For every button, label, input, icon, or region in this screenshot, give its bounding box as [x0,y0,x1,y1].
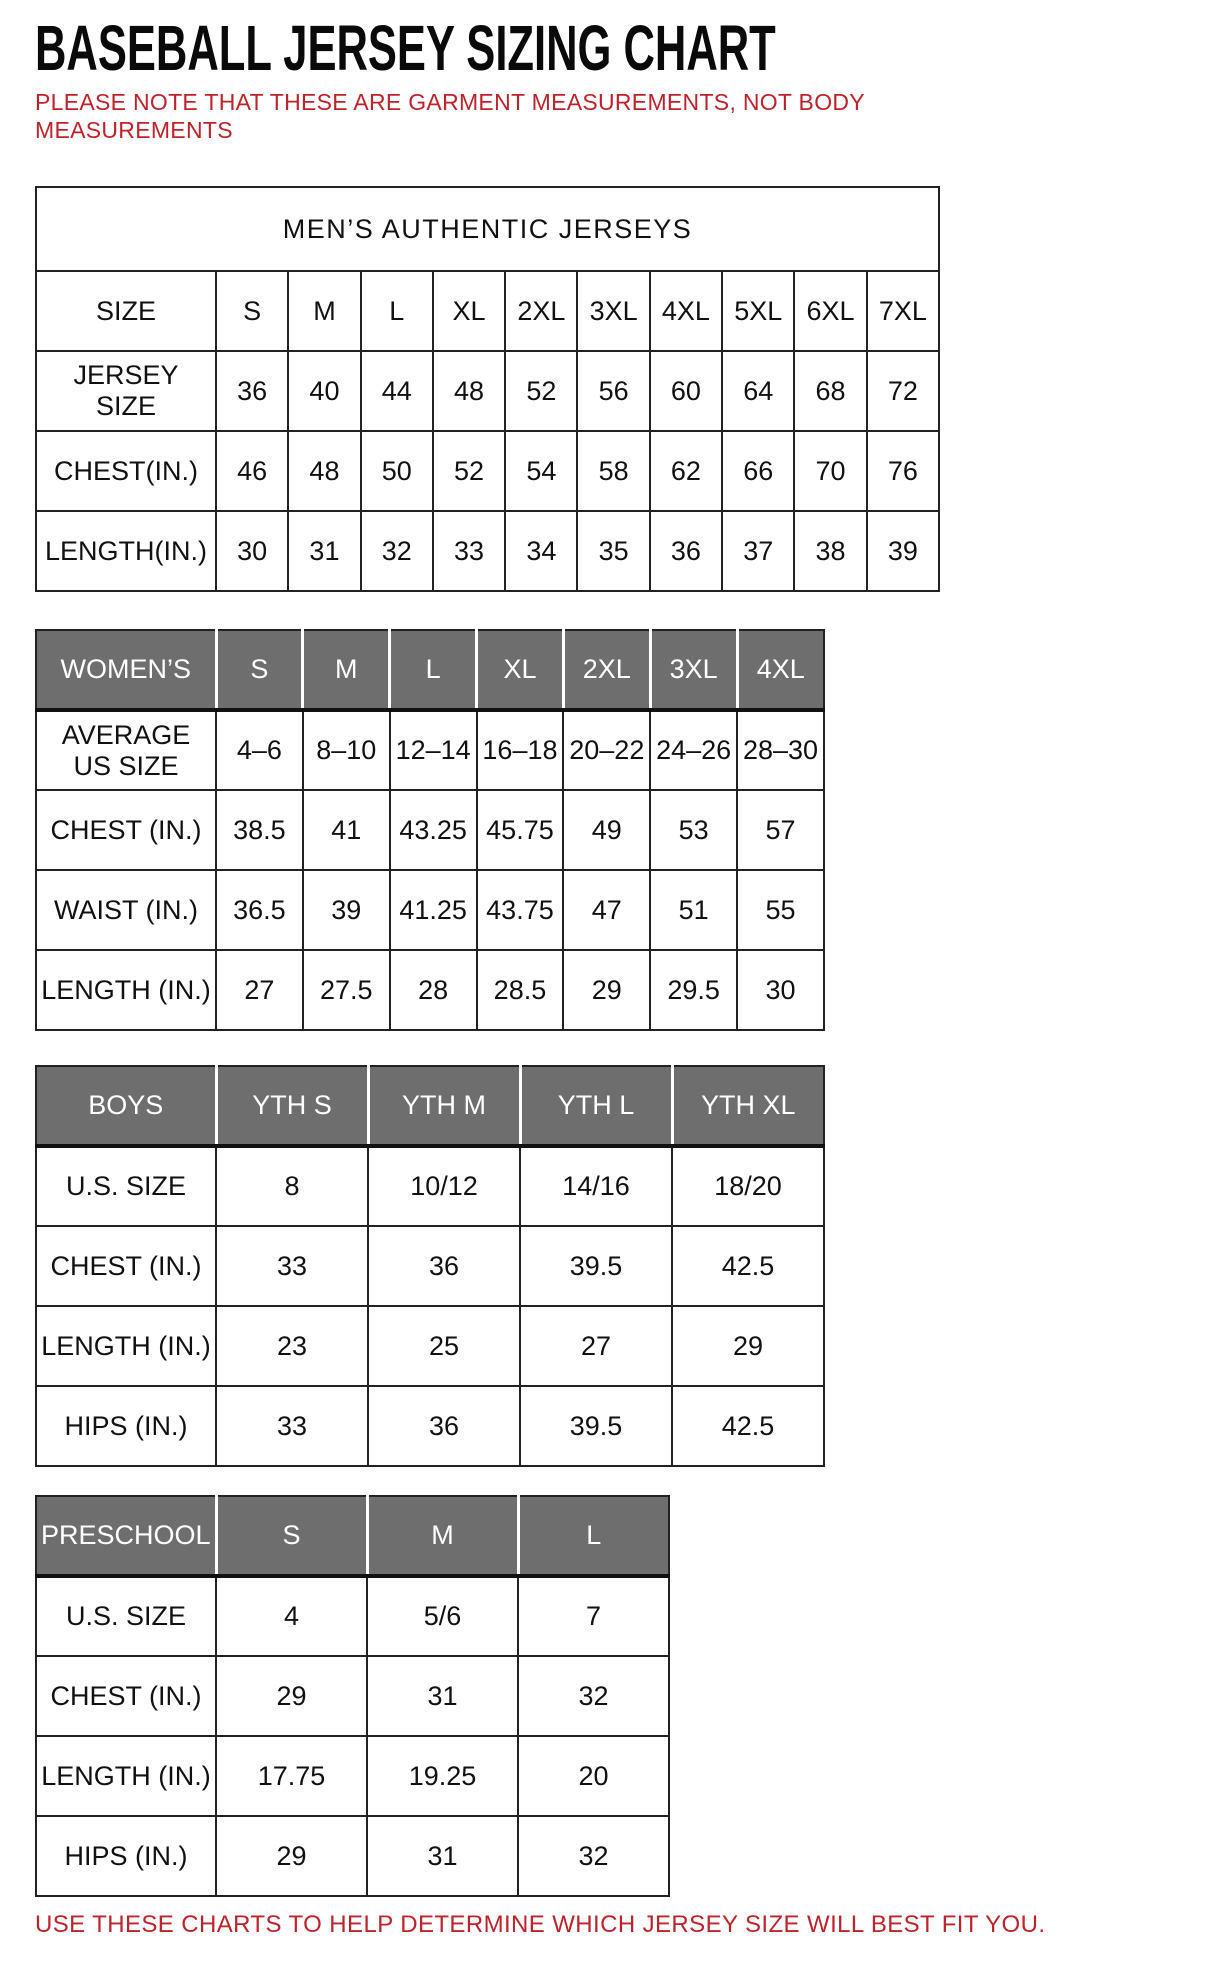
boys-size-header-cell: YTH M [368,1066,520,1146]
size-value-cell: 48 [433,351,505,431]
page-title: BASEBALL JERSEY SIZING CHART [35,12,776,84]
size-value-cell: 41 [303,790,390,870]
size-value-cell: 66 [722,431,794,511]
size-value-cell: 36.5 [216,870,303,950]
size-value-cell: L [361,271,433,351]
size-value-cell: 29.5 [650,950,737,1030]
size-value-cell: 72 [867,351,939,431]
boys-size-table [35,1065,825,1467]
preschool-table-row [36,1736,669,1816]
size-value-cell: 48 [288,431,360,511]
size-value-cell: 39 [303,870,390,950]
size-value-cell: 36 [368,1386,520,1466]
size-value-cell: 29 [563,950,650,1030]
row-label: CHEST (IN.) [36,1656,216,1736]
size-value-cell: 52 [433,431,505,511]
mens-table-row [36,431,939,511]
size-value-cell: 19.25 [367,1736,518,1816]
size-value-cell: 31 [288,511,360,591]
boys-table-row [36,1146,824,1226]
size-value-cell: 36 [368,1226,520,1306]
size-value-cell: 39.5 [520,1386,672,1466]
row-label: LENGTH (IN.) [36,1306,216,1386]
size-value-cell: 23 [216,1306,368,1386]
mens-table-row [36,351,939,431]
size-value-cell: 47 [563,870,650,950]
size-value-cell: 4–6 [216,710,303,790]
size-value-cell: 64 [722,351,794,431]
size-value-cell: 27.5 [303,950,390,1030]
preschool-size-table [35,1495,670,1897]
size-value-cell: 53 [650,790,737,870]
row-label: CHEST (IN.) [36,790,216,870]
preschool-size-table-container [35,1495,1185,1897]
size-value-cell: S [216,271,288,351]
size-value-cell: 31 [367,1816,518,1896]
size-value-cell: 36 [650,511,722,591]
size-value-cell: 50 [361,431,433,511]
size-value-cell: 57 [737,790,824,870]
size-value-cell: 58 [577,431,649,511]
row-label: HIPS (IN.) [36,1386,216,1466]
size-value-cell: 20–22 [563,710,650,790]
womens-size-header-cell: M [303,630,390,710]
womens-size-header-cell: XL [477,630,564,710]
womens-size-header-cell: 4XL [737,630,824,710]
size-value-cell: 62 [650,431,722,511]
preschool-table-row [36,1656,669,1736]
womens-table-row [36,710,824,790]
mens-table-row [36,511,939,591]
size-value-cell: 5XL [722,271,794,351]
boys-size-table-container [35,1065,1185,1467]
size-value-cell: 29 [216,1656,367,1736]
boys-size-header-cell: YTH S [216,1066,368,1146]
size-value-cell: 28.5 [477,950,564,1030]
size-value-cell: 32 [518,1656,669,1736]
size-value-cell: 68 [794,351,866,431]
mens-table-row [36,271,939,351]
womens-size-header-cell: 2XL [563,630,650,710]
size-value-cell: 30 [737,950,824,1030]
size-value-cell: 56 [577,351,649,431]
size-value-cell: 37 [722,511,794,591]
mens-size-table [35,186,940,592]
preschool-table-row [36,1816,669,1896]
size-value-cell: 25 [368,1306,520,1386]
size-value-cell: 39 [867,511,939,591]
size-value-cell: 51 [650,870,737,950]
size-value-cell: 45.75 [477,790,564,870]
size-value-cell: 32 [361,511,433,591]
row-label: JERSEY SIZE [36,351,216,431]
womens-size-table-container [35,629,1185,1031]
row-label: U.S. SIZE [36,1576,216,1656]
size-value-cell: 8–10 [303,710,390,790]
mens-size-table-container [35,186,1185,592]
size-value-cell: 41.25 [390,870,477,950]
size-value-cell: 76 [867,431,939,511]
size-value-cell: 17.75 [216,1736,367,1816]
size-value-cell: 33 [216,1386,368,1466]
size-value-cell: 14/16 [520,1146,672,1226]
size-value-cell: 7XL [867,271,939,351]
size-value-cell: M [288,271,360,351]
size-value-cell: 31 [367,1656,518,1736]
preschool-size-header-cell: M [367,1496,518,1576]
size-value-cell: 49 [563,790,650,870]
boys-size-header-cell: YTH XL [672,1066,824,1146]
size-value-cell: 28 [390,950,477,1030]
size-value-cell: 60 [650,351,722,431]
row-label: LENGTH(IN.) [36,511,216,591]
size-value-cell: 36 [216,351,288,431]
size-value-cell: 12–14 [390,710,477,790]
size-value-cell: 39.5 [520,1226,672,1306]
row-label: HIPS (IN.) [36,1816,216,1896]
size-value-cell: 29 [216,1816,367,1896]
womens-size-header-cell: S [216,630,303,710]
size-value-cell: 54 [505,431,577,511]
size-value-cell: 29 [672,1306,824,1386]
row-label: LENGTH (IN.) [36,1736,216,1816]
row-label: CHEST (IN.) [36,1226,216,1306]
size-value-cell: 42.5 [672,1386,824,1466]
size-value-cell: 28–30 [737,710,824,790]
size-value-cell: 20 [518,1736,669,1816]
size-value-cell: 8 [216,1146,368,1226]
womens-table-row [36,790,824,870]
size-value-cell: 43.75 [477,870,564,950]
womens-size-table [35,629,825,1031]
row-label: CHEST(IN.) [36,431,216,511]
boys-table-row [36,1226,824,1306]
size-value-cell: 35 [577,511,649,591]
size-value-cell: 44 [361,351,433,431]
size-value-cell: 52 [505,351,577,431]
size-value-cell: 40 [288,351,360,431]
size-value-cell: 43.25 [390,790,477,870]
boys-size-header-cell: YTH L [520,1066,672,1146]
preschool-header-label: PRESCHOOL [36,1496,216,1576]
preschool-table-row [36,1576,669,1656]
footer-note: USE THESE CHARTS TO HELP DETERMINE WHICH JERSEY SIZE WILL BEST FIT YOU. [35,1911,1046,1939]
size-value-cell: 33 [433,511,505,591]
garment-measurement-note: PLEASE NOTE THAT THESE ARE GARMENT MEASUREMENTS, NOT BODY MEASUREMENTS [35,89,865,144]
boys-table-row [36,1306,824,1386]
row-label: U.S. SIZE [36,1146,216,1226]
size-value-cell: 24–26 [650,710,737,790]
size-value-cell: 30 [216,511,288,591]
preschool-size-header-cell: S [216,1496,367,1576]
womens-size-header-cell: L [390,630,477,710]
womens-header-label: WOMEN’S [36,630,216,710]
size-value-cell: 4XL [650,271,722,351]
size-value-cell: 38.5 [216,790,303,870]
size-value-cell: XL [433,271,505,351]
size-value-cell: 27 [216,950,303,1030]
row-label: LENGTH (IN.) [36,950,216,1030]
size-value-cell: 55 [737,870,824,950]
womens-table-row [36,950,824,1030]
size-value-cell: 33 [216,1226,368,1306]
size-value-cell: 3XL [577,271,649,351]
size-value-cell: 10/12 [368,1146,520,1226]
size-value-cell: 46 [216,431,288,511]
row-label: SIZE [36,271,216,351]
size-value-cell: 2XL [505,271,577,351]
mens-table-banner: MEN’S AUTHENTIC JERSEYS [36,187,939,271]
size-value-cell: 27 [520,1306,672,1386]
size-value-cell: 34 [505,511,577,591]
size-value-cell: 16–18 [477,710,564,790]
size-value-cell: 7 [518,1576,669,1656]
size-value-cell: 18/20 [672,1146,824,1226]
row-label: AVERAGE US SIZE [36,710,216,790]
boys-header-label: BOYS [36,1066,216,1146]
size-value-cell: 4 [216,1576,367,1656]
boys-table-row [36,1386,824,1466]
size-value-cell: 42.5 [672,1226,824,1306]
womens-size-header-cell: 3XL [650,630,737,710]
size-value-cell: 5/6 [367,1576,518,1656]
size-value-cell: 70 [794,431,866,511]
size-value-cell: 6XL [794,271,866,351]
row-label: WAIST (IN.) [36,870,216,950]
preschool-size-header-cell: L [518,1496,669,1576]
womens-table-row [36,870,824,950]
size-value-cell: 38 [794,511,866,591]
size-value-cell: 32 [518,1816,669,1896]
